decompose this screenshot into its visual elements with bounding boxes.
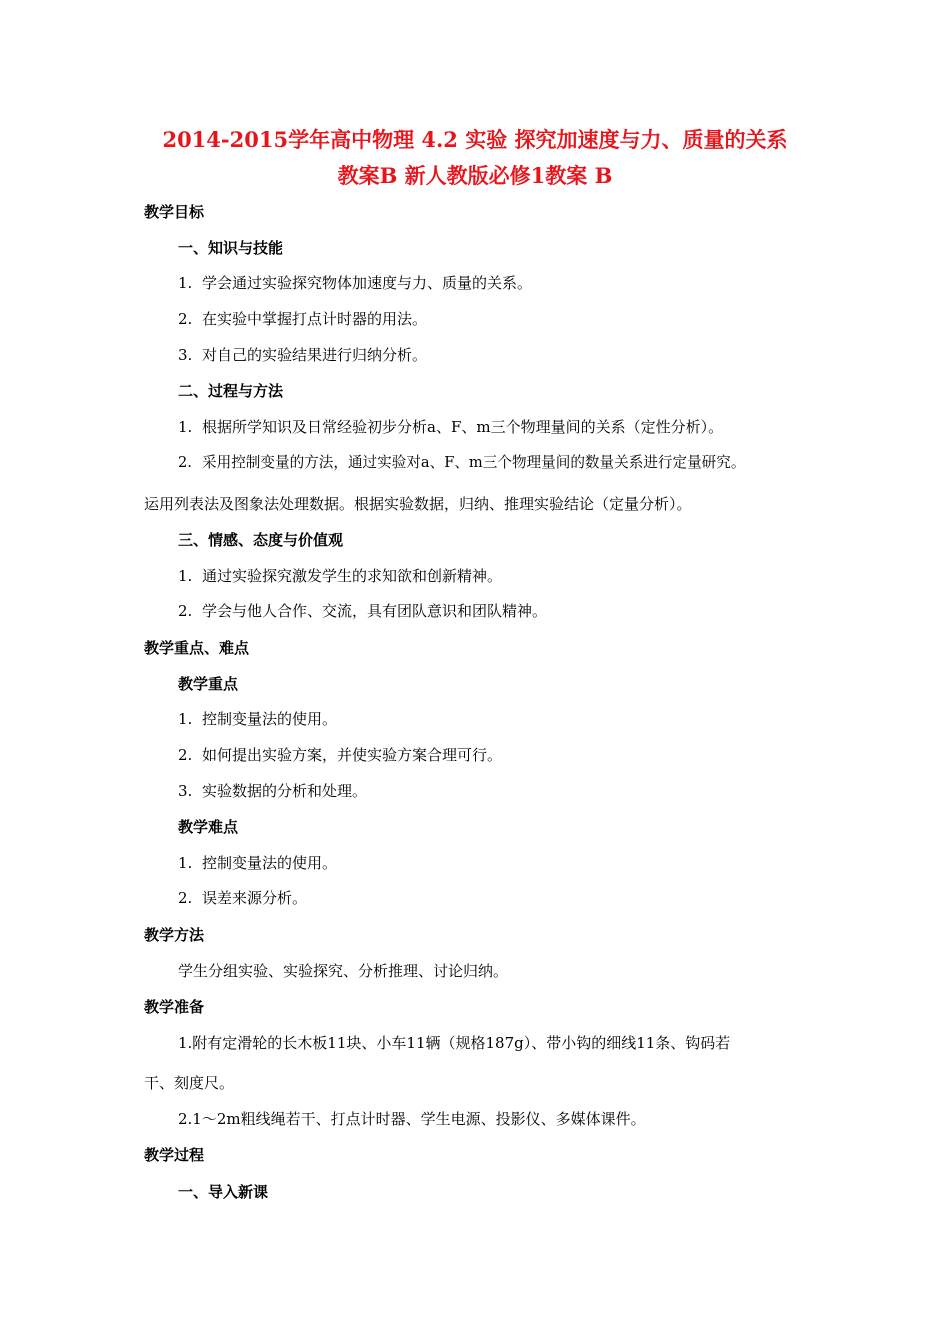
list-item-number: 2. [178,310,193,328]
list-item-number: 1. [178,567,193,585]
subheading-focus: 教学重点 [178,675,239,693]
paragraph-continuation: 运用列表法及图象法处理数据。根据实验数据，归纳、推理实验结论（定量分析）。 [144,495,692,513]
list-item [178,853,337,873]
list-item-number: 1. [178,418,193,436]
list-item-text: 如何提出实验方案，并使实验方案合理可行。 [202,746,503,764]
list-item-text: 学会通过实验探究物体加速度与力、质量的关系。 [202,274,533,292]
paragraph: 1.附有定滑轮的长木板11块、小车11辆（规格187g）、带小钩的细线11条、钩码若 [178,1034,731,1052]
paragraph: 学生分组实验、实验探究、分析推理、讨论归纳。 [178,962,509,980]
list-item-number: 2. [178,602,193,620]
list-item [178,566,502,586]
list-item [178,309,427,329]
list-item-number: 1. [178,710,193,728]
list-item-text: 控制变量法的使用。 [202,710,338,728]
section-heading-method: 教学方法 [144,926,205,944]
list-item-number: 1. [178,854,193,872]
section-heading-goals: 教学目标 [144,203,205,221]
list-item [178,345,427,365]
list-item [178,417,723,437]
list-item-text: 根据所学知识及日常经验初步分析a、F、m三个物理量间的关系（定性分析）。 [202,418,724,436]
list-item-number: 2. [178,889,193,907]
subheading-difficulty: 教学难点 [178,818,239,836]
list-item-text: 学会与他人合作、交流，具有团队意识和团队精神。 [202,602,548,620]
paragraph-continuation: 干、刻度尺。 [144,1074,235,1092]
list-item-text: 实验数据的分析和处理。 [202,782,368,800]
document-title-line-2: 教案B 新人教版必修1教案 B [337,163,613,188]
subheading-intro: 一、导入新课 [178,1183,269,1201]
subheading-process: 二、过程与方法 [178,382,284,400]
list-item [178,273,532,293]
list-item-text: 对自己的实验结果进行归纳分析。 [202,346,428,364]
list-item [178,888,307,908]
list-item-number: 2. [178,746,193,764]
list-item-number: 2. [178,454,192,471]
paragraph: 2.1～2m粗线绳若干、打点计时器、学生电源、投影仪、多媒体课件。 [178,1110,646,1128]
list-item-text: 在实验中掌握打点计时器的用法。 [202,310,428,328]
list-item-text: 控制变量法的使用。 [202,854,338,872]
list-item-text: 通过实验探究激发学生的求知欲和创新精神。 [202,567,503,585]
list-item-text: 采用控制变量的方法，通过实验对a、F、m三个物理量间的数量关系进行定量研究。 [202,454,746,471]
section-heading-procedure: 教学过程 [144,1146,205,1164]
list-item [178,709,337,729]
list-item-text: 误差来源分析。 [202,889,308,907]
document-title-line-1: 2014-2015学年高中物理 4.2 实验 探究加速度与力、质量的关系 [162,127,788,152]
list-item-number: 3. [178,782,193,800]
list-item [178,745,502,765]
list-item [178,781,367,801]
list-item-number: 3. [178,346,193,364]
list-item [178,453,745,473]
section-heading-preparation: 教学准备 [144,998,205,1016]
subheading-emotion: 三、情感、态度与价值观 [178,531,344,549]
list-item [178,601,547,621]
list-item-number: 1. [178,274,193,292]
subheading-knowledge: 一、知识与技能 [178,239,284,257]
section-heading-keypoints: 教学重点、难点 [144,639,250,657]
